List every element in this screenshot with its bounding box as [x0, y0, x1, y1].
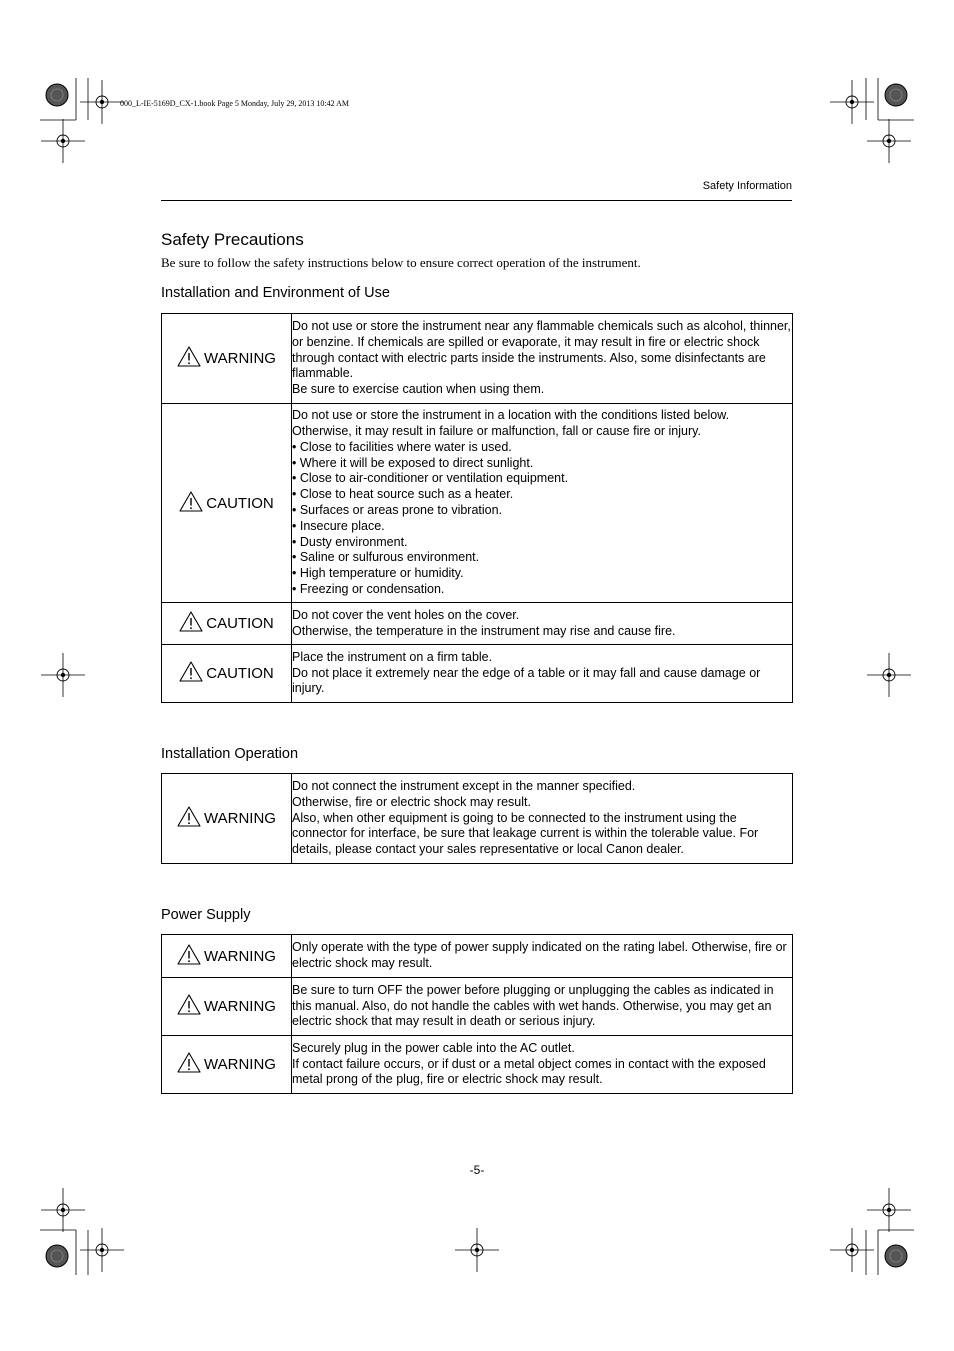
hazard-text-line: • Surfaces or areas prone to vibration.	[292, 503, 503, 517]
safety-row	[162, 1036, 793, 1094]
registration-disc-icon	[885, 84, 907, 106]
hazard-text-cell	[292, 314, 793, 404]
section-heading: Installation and Environment of Use	[161, 285, 390, 301]
hazard-text-cell	[292, 404, 793, 603]
hazard-level-label: WARNING	[204, 998, 276, 1015]
crosshair-registration-icon	[41, 1188, 85, 1232]
hazard-level-label: CAUTION	[206, 615, 274, 632]
safety-table	[161, 313, 793, 703]
hazard-label-cell	[162, 645, 292, 703]
page-title: Safety Precautions	[161, 230, 304, 249]
hazard-text-line: Securely plug in the power cable into the AC outlet.	[292, 1040, 575, 1055]
crosshair-registration-icon	[41, 119, 85, 163]
hazard-text-line: Otherwise, the temperature in the instrument may rise and cause fire.	[292, 623, 676, 638]
safety-row	[162, 404, 793, 603]
hazard-text-line: Do not use or store the instrument near any flammable chemicals such as alcohol, thinner, or benzine. If chemicals are spilled or evaporate, it may result in fire or electric shock through contact with electric parts inside the instruments. Also, some disinfectants are flammable.	[292, 319, 791, 381]
warning-triangle-icon	[177, 806, 201, 831]
hazard-text-line: • Close to air-conditioner or ventilation equipment.	[292, 471, 569, 486]
hazard-text-cell	[292, 645, 793, 703]
crosshair-registration-icon	[80, 1228, 124, 1272]
page-number: -5-	[469, 1163, 485, 1177]
hazard-text-cell	[292, 603, 793, 645]
hazard-text-line: Otherwise, fire or electric shock may result.	[292, 794, 531, 809]
crosshair-registration-icon	[867, 119, 911, 163]
hazard-text-line: Also, when other equipment is going to be connected to the instrument using the connector for interface, be sure that leakage current is within the tolerable value. For details, please contact your sales representative or local Canon dealer.	[292, 810, 759, 857]
registration-disc-icon	[885, 1245, 907, 1267]
warning-triangle-icon	[177, 944, 201, 969]
hazard-text-line: Do not use or store the instrument in a location with the conditions listed below. Otherwise, it may result in failure or malfunction, fall or cause fire or injury.	[292, 408, 730, 439]
hazard-label-cell	[162, 774, 292, 864]
crosshair-registration-icon	[867, 653, 911, 697]
hazard-text-line: • Insecure place.	[292, 518, 385, 533]
hazard-label-cell	[162, 935, 292, 978]
warning-triangle-icon	[177, 346, 201, 371]
registration-disc-icon	[46, 84, 68, 106]
hazard-text-line: Only operate with the type of power supply indicated on the rating label. Otherwise, fire or electric shock may result.	[292, 940, 787, 970]
hazard-label-cell	[162, 603, 292, 645]
crosshair-registration-icon	[830, 80, 874, 124]
crosshair-registration-icon	[41, 653, 85, 697]
crosshair-registration-icon	[830, 1228, 874, 1272]
hazard-text-line: • Where it will be exposed to direct sunlight.	[292, 455, 534, 470]
hazard-text-line: Be sure to exercise caution when using them.	[292, 382, 545, 397]
hazard-level-label: WARNING	[204, 947, 276, 965]
hazard-text-cell	[292, 1036, 793, 1094]
registration-disc-icon	[46, 1245, 68, 1267]
hazard-text-line: • Saline or sulfurous environment.	[292, 550, 480, 565]
hazard-text-line: • Freezing or condensation.	[292, 581, 445, 596]
safety-row	[162, 314, 793, 404]
header-rule	[161, 200, 792, 201]
hazard-text-cell	[292, 935, 793, 978]
hazard-text-line: If contact failure occurs, or if dust or a metal object comes in contact with the exposed metal prong of the plug, fire or electric shock may result.	[292, 1056, 766, 1087]
hazard-level-label: CAUTION	[206, 494, 274, 512]
hazard-text-line: Do not cover the vent holes on the cover.	[292, 607, 520, 622]
safety-row	[162, 645, 793, 703]
safety-row	[162, 935, 793, 978]
hazard-text-line: Do not place it extremely near the edge of a table or it may fall and cause damage or injury.	[292, 665, 761, 696]
safety-table	[161, 934, 793, 1094]
hazard-label-cell	[162, 978, 292, 1036]
hazard-text-line: • Close to facilities where water is used.	[292, 439, 512, 454]
safety-row	[162, 978, 793, 1036]
hazard-text-line: • Close to heat source such as a heater.	[292, 487, 514, 502]
hazard-label-cell	[162, 314, 292, 404]
warning-triangle-icon	[177, 994, 201, 1019]
hazard-text-line: Be sure to turn OFF the power before plugging or unplugging the cables as indicated in this manual. Also, do not handle the cables with wet hands. Otherwise, you may get an electric shock that may result in death or serious injury.	[292, 982, 774, 1029]
hazard-level-label: WARNING	[204, 350, 276, 367]
warning-triangle-icon	[179, 491, 203, 516]
hazard-text-line: • Dusty environment.	[292, 534, 408, 549]
hazard-text-line: Place the instrument on a firm table.	[292, 649, 493, 664]
safety-row	[162, 603, 793, 645]
warning-triangle-icon	[179, 661, 203, 686]
safety-table	[161, 773, 793, 864]
hazard-text-cell	[292, 774, 793, 864]
hazard-text-cell	[292, 978, 793, 1036]
print-info: 000_L-IE-5169D_CX-1.book Page 5 Monday, July 29, 2013 10:42 AM	[120, 99, 350, 108]
warning-triangle-icon	[177, 1052, 201, 1077]
hazard-label-cell	[162, 404, 292, 603]
running-header: Safety Information	[702, 180, 792, 192]
warning-triangle-icon	[179, 611, 203, 636]
safety-row	[162, 774, 793, 864]
hazard-level-label: WARNING	[204, 1056, 276, 1073]
hazard-text-line: Do not connect the instrument except in the manner specified.	[292, 779, 636, 793]
hazard-level-label: WARNING	[204, 810, 276, 827]
section-heading: Power Supply	[161, 907, 251, 923]
crosshair-registration-icon	[80, 80, 124, 124]
intro-text: Be sure to follow the safety instructions below to ensure correct operation of the instrument.	[161, 255, 641, 270]
hazard-level-label: CAUTION	[206, 665, 274, 682]
crosshair-registration-icon	[455, 1228, 499, 1272]
section-heading: Installation Operation	[161, 746, 299, 762]
hazard-text-line: • High temperature or humidity.	[292, 566, 464, 581]
hazard-label-cell	[162, 1036, 292, 1094]
crosshair-registration-icon	[867, 1188, 911, 1232]
